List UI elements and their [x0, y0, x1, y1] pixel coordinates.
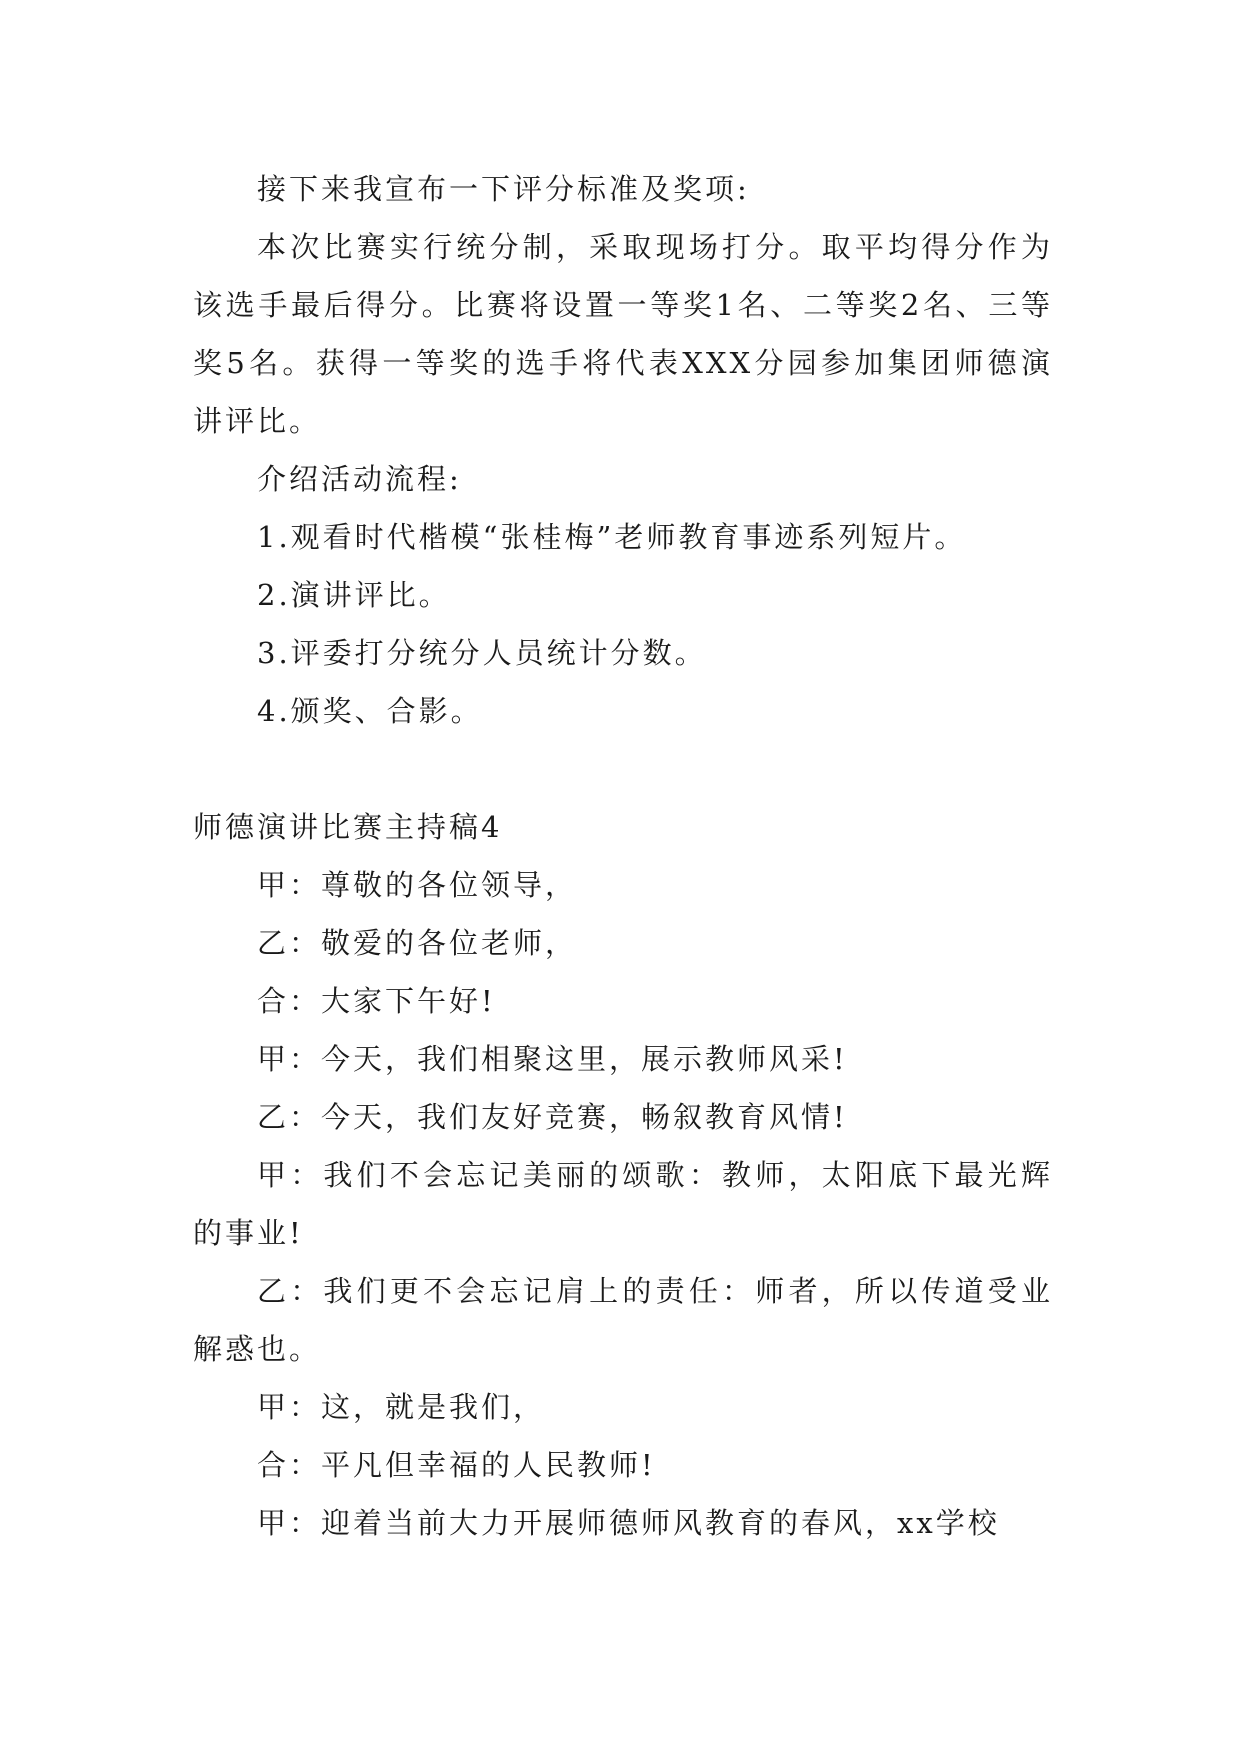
- list-item: 1.观看时代楷模“张桂梅”老师教育事迹系列短片。: [257, 520, 967, 554]
- dialogue-line: 甲：今天，我们相聚这里，展示教师风采!: [257, 1042, 848, 1076]
- dialogue-line: 甲：迎着当前大力开展师德师风教育的春风，xx学校: [257, 1506, 1000, 1540]
- dialogue-line: 甲：这，就是我们，: [257, 1390, 546, 1424]
- section-title: 师德演讲比赛主持稿4: [193, 810, 503, 844]
- dialogue-line: 乙：我们更不会忘记肩上的责任：师者，所以传道受业解惑也。: [193, 1274, 1053, 1366]
- dialogue-line: 合：平凡但幸福的人民教师!: [257, 1448, 656, 1482]
- dialogue-line: 甲：我们不会忘记美丽的颂歌：教师，太阳底下最光辉的事业!: [193, 1158, 1053, 1250]
- section-spacer: [193, 740, 1053, 798]
- dialogue-line: 合：大家下午好!: [257, 984, 496, 1018]
- paragraph-scoring-intro: 接下来我宣布一下评分标准及奖项:: [257, 172, 750, 206]
- list-item: 2.演讲评比。: [257, 578, 451, 612]
- list-item: 3.评委打分统分人员统计分数。: [257, 636, 707, 670]
- dialogue-line: 乙：敬爱的各位老师，: [257, 926, 578, 960]
- document-page: [193, 160, 1053, 1552]
- dialogue-line: 甲：尊敬的各位领导，: [257, 868, 578, 902]
- dialogue-line: 乙：今天，我们友好竞赛，畅叙教育风情!: [257, 1100, 848, 1134]
- list-item: 4.颁奖、合影。: [257, 694, 483, 728]
- paragraph-process-intro: 介绍活动流程:: [257, 462, 462, 496]
- paragraph-scoring-rules: 本次比赛实行统分制，采取现场打分。取平均得分作为该选手最后得分。比赛将设置一等奖1名、二等奖2名、三等奖5名。获得一等奖的选手将代表XXX分园参加集团师德演讲评比。: [193, 230, 1053, 438]
